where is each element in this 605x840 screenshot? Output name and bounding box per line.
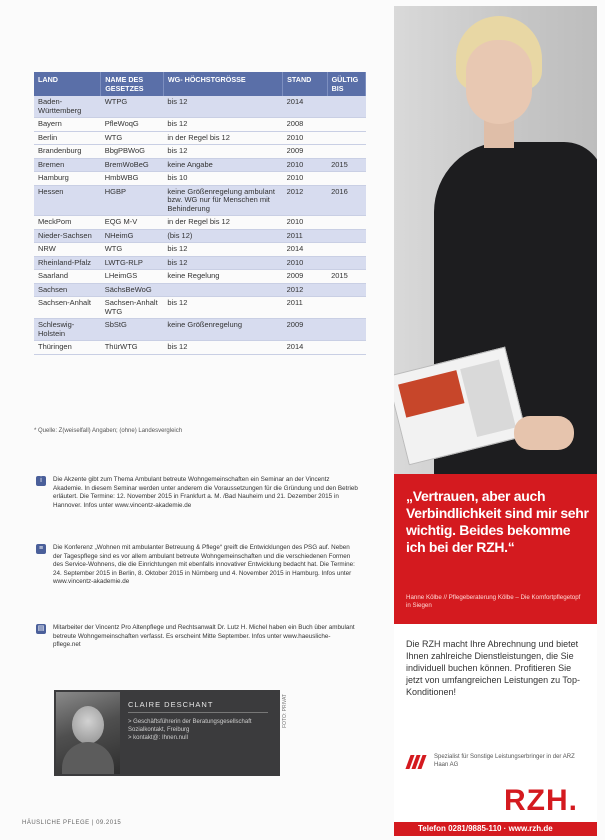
table-cell: keine Regelung [163,270,282,284]
table-row [34,145,366,159]
table-row [34,283,366,297]
table-header-row [34,72,366,96]
arz-logo-icon [406,752,426,772]
table-cell: BbgPBWoG [101,145,164,159]
table-cell: BremWoBeG [101,158,164,172]
table-row [34,131,366,145]
info-text: Die Konferenz „Wohnen mit ambulanter Betreuung & Pflege“ greift die Entwicklungen des PSG auf. Neben der Tagespflege sind es vor allem ambulant betreute Wohngemeinschaften und die verschiedenen Formen des Service-Wohnens, die die Einrichtungen mit ebenfalls innovativer Entwicklung bedacht hat. Die Termine: 24. September 2015 in Berlin, 8. Oktober 2015 in Nürnberg und 4. November 2015 in Hamburg. Infos unter www.vincentz-akademie.de [53,544,355,586]
table-cell: 2010 [283,172,327,186]
table-cell: Rheinland-Pfalz [34,256,101,270]
table-cell: ThürWTG [101,341,164,355]
table-row [34,229,366,243]
table-cell [327,243,365,257]
table-cell: 2011 [283,229,327,243]
info-block-konferenz [36,544,358,587]
table-cell [327,297,365,319]
table-cell: 2016 [327,185,365,216]
photo-credit: FOTO: PRIVAT [282,694,288,728]
table-cell [327,256,365,270]
table-cell: 2015 [327,270,365,284]
table-row [34,158,366,172]
ad-contact-bar: Telefon 0281/9885-110 · www.rzh.de [394,822,597,836]
table-cell: Hamburg [34,172,101,186]
table-cell: HGBP [101,185,164,216]
table-footnote: * Quelle: Z(weiselfall) Angaben; (ohne) Landesvergleich [34,428,183,434]
table-cell: MeckPom [34,216,101,230]
table-cell: in der Regel bis 12 [163,216,282,230]
table-cell: 2009 [283,270,327,284]
info-block-seminar [36,476,358,510]
table-cell: bis 12 [163,118,282,132]
author-bio-line: > kontakt@: Ihnen.null [128,735,188,741]
table-row [34,243,366,257]
table-cell: Saarland [34,270,101,284]
table-cell: 2010 [283,131,327,145]
header-stand: STAND [283,72,327,96]
table-cell: Berlin [34,131,101,145]
table-cell [327,96,365,118]
table-cell: 2014 [283,341,327,355]
table-cell: Nieder-Sachsen [34,229,101,243]
table-cell: 2012 [283,185,327,216]
table-cell: 2010 [283,158,327,172]
info-block-buch [36,624,358,650]
table-cell: keine Angabe [163,158,282,172]
table-cell: WTG [101,243,164,257]
table-cell: bis 12 [163,145,282,159]
table-row [34,185,366,216]
ad-quote-author: Hanne Kölbe // Pflegeberaterung Kölbe – Die Komfortpflegetopf in Siegen [406,594,581,609]
table-cell: PfleWoqG [101,118,164,132]
table-row [34,297,366,319]
table-cell: LHeimGS [101,270,164,284]
table-cell: SbStG [101,319,164,341]
table-cell: (bis 12) [163,229,282,243]
table-cell: 2015 [327,158,365,172]
divider [128,712,268,713]
author-bio [128,718,268,742]
table-cell: 2012 [283,283,327,297]
author-photo [56,692,120,774]
table-cell [327,283,365,297]
table-cell [327,145,365,159]
table-cell: Schleswig-Holstein [34,319,101,341]
table-cell: WTG [101,131,164,145]
header-land: LAND [34,72,101,96]
table-cell: SächsBeWoG [101,283,164,297]
table-row [34,270,366,284]
table-cell [327,216,365,230]
author-bio-line: > Geschäftsführerin der Beratungsgesellschaft Sozialkontakt, Freiburg [128,719,252,733]
rzh-logo: RZH. [504,784,578,817]
author-name: CLAIRE DESCHANT [128,700,214,709]
table-cell: 2010 [283,216,327,230]
ad-quote: „Vertrauen, aber auch Verbindlichkeit sind mir sehr wichtig. Beides bekomme ich bei der RZH.“ [406,488,589,555]
table-cell [327,172,365,186]
table-cell: WTPG [101,96,164,118]
table-cell: in der Regel bis 12 [163,131,282,145]
table-cell: Brandenburg [34,145,101,159]
table-cell: bis 12 [163,297,282,319]
table-cell: keine Größenregelung [163,319,282,341]
info-text: Mitarbeiter der Vincentz Pro Altenpflege und Rechtsanwalt Dr. Lutz H. Michel haben ein Buch über ambulant betreute Wohngemeinschaften verfasst. Es erscheint Mitte September. Infos unter www.haeusliche-pflege.net [53,624,355,649]
rzh-advertisement [394,6,597,836]
table-cell: Bremen [34,158,101,172]
table-cell [163,283,282,297]
header-hoechstgroesse: WG- HÖCHSTGRÖSSE [163,72,282,96]
header-gueltig: GÜLTIG BIS [327,72,365,96]
table-cell: Sachsen-Anhalt [34,297,101,319]
table-cell: Thüringen [34,341,101,355]
ad-quote-panel [394,474,597,624]
table-cell: Sachsen [34,283,101,297]
book-icon: ≡ [36,544,46,554]
table-cell: LWTG-RLP [101,256,164,270]
table-cell [327,229,365,243]
table-cell: bis 12 [163,256,282,270]
table-cell: HmbWBG [101,172,164,186]
ad-body-text: Die RZH macht Ihre Abrechnung und bietet Ihnen zahlreiche Dienstleistungen, die Sie individuell buchen können. Profitieren Sie jetzt von umfangreichen Leistungen zu Top-Konditionen! [406,639,580,697]
table-cell: bis 10 [163,172,282,186]
table-cell [327,118,365,132]
table-cell [327,131,365,145]
table-cell: 2014 [283,96,327,118]
table-cell: bis 12 [163,243,282,257]
table-cell: keine Größenregelung ambulant bzw. WG nur für Menschen mit Behinderung [163,185,282,216]
page-footer: HÄUSLICHE PFLEGE | 09.2015 [22,820,122,826]
table-cell: bis 12 [163,341,282,355]
table-row [34,256,366,270]
table-cell: 2014 [283,243,327,257]
table-body [34,96,366,354]
table-row [34,118,366,132]
table-cell: EQG M-V [101,216,164,230]
table-cell: NHeimG [101,229,164,243]
table-cell: Hessen [34,185,101,216]
header-gesetz: NAME DES GESETZES [101,72,164,96]
table-cell: 2009 [283,319,327,341]
table-cell: 2010 [283,256,327,270]
table-cell: 2009 [283,145,327,159]
table-row [34,319,366,341]
table-row [34,216,366,230]
law-table [34,72,366,355]
table-cell: Baden-Württemberg [34,96,101,118]
info-text: Die Akzente gibt zum Thema Ambulant betreute Wohngemeinschaften ein Seminar an der Vincentz Akademie. In diesem Seminar werden unter anderem die Voraussetzungen für die Gründung und den Betrieb erläutert. Die Termine: 12. November 2015 in Frankfurt a. M. /Bad Nauheim und 21. Dezember 2015 in Hannover. Infos unter www.vincentz-akademie.de [53,476,358,509]
table-row [34,172,366,186]
table-cell: 2011 [283,297,327,319]
document-icon: ▤ [37,625,45,632]
ad-specialist-text: Spezialist für Sonstige Leistungserbringer in der ARZ Haan AG [434,754,575,768]
table-cell: Bayern [34,118,101,132]
table-row [34,96,366,118]
table-cell: NRW [34,243,101,257]
table-cell: bis 12 [163,96,282,118]
author-box [54,690,280,776]
info-icon: i [36,476,46,486]
table-cell [327,341,365,355]
ad-photo [394,6,597,474]
table-cell: 2008 [283,118,327,132]
table-cell: Sachsen-Anhalt WTG [101,297,164,319]
table-row [34,341,366,355]
table-cell [327,319,365,341]
